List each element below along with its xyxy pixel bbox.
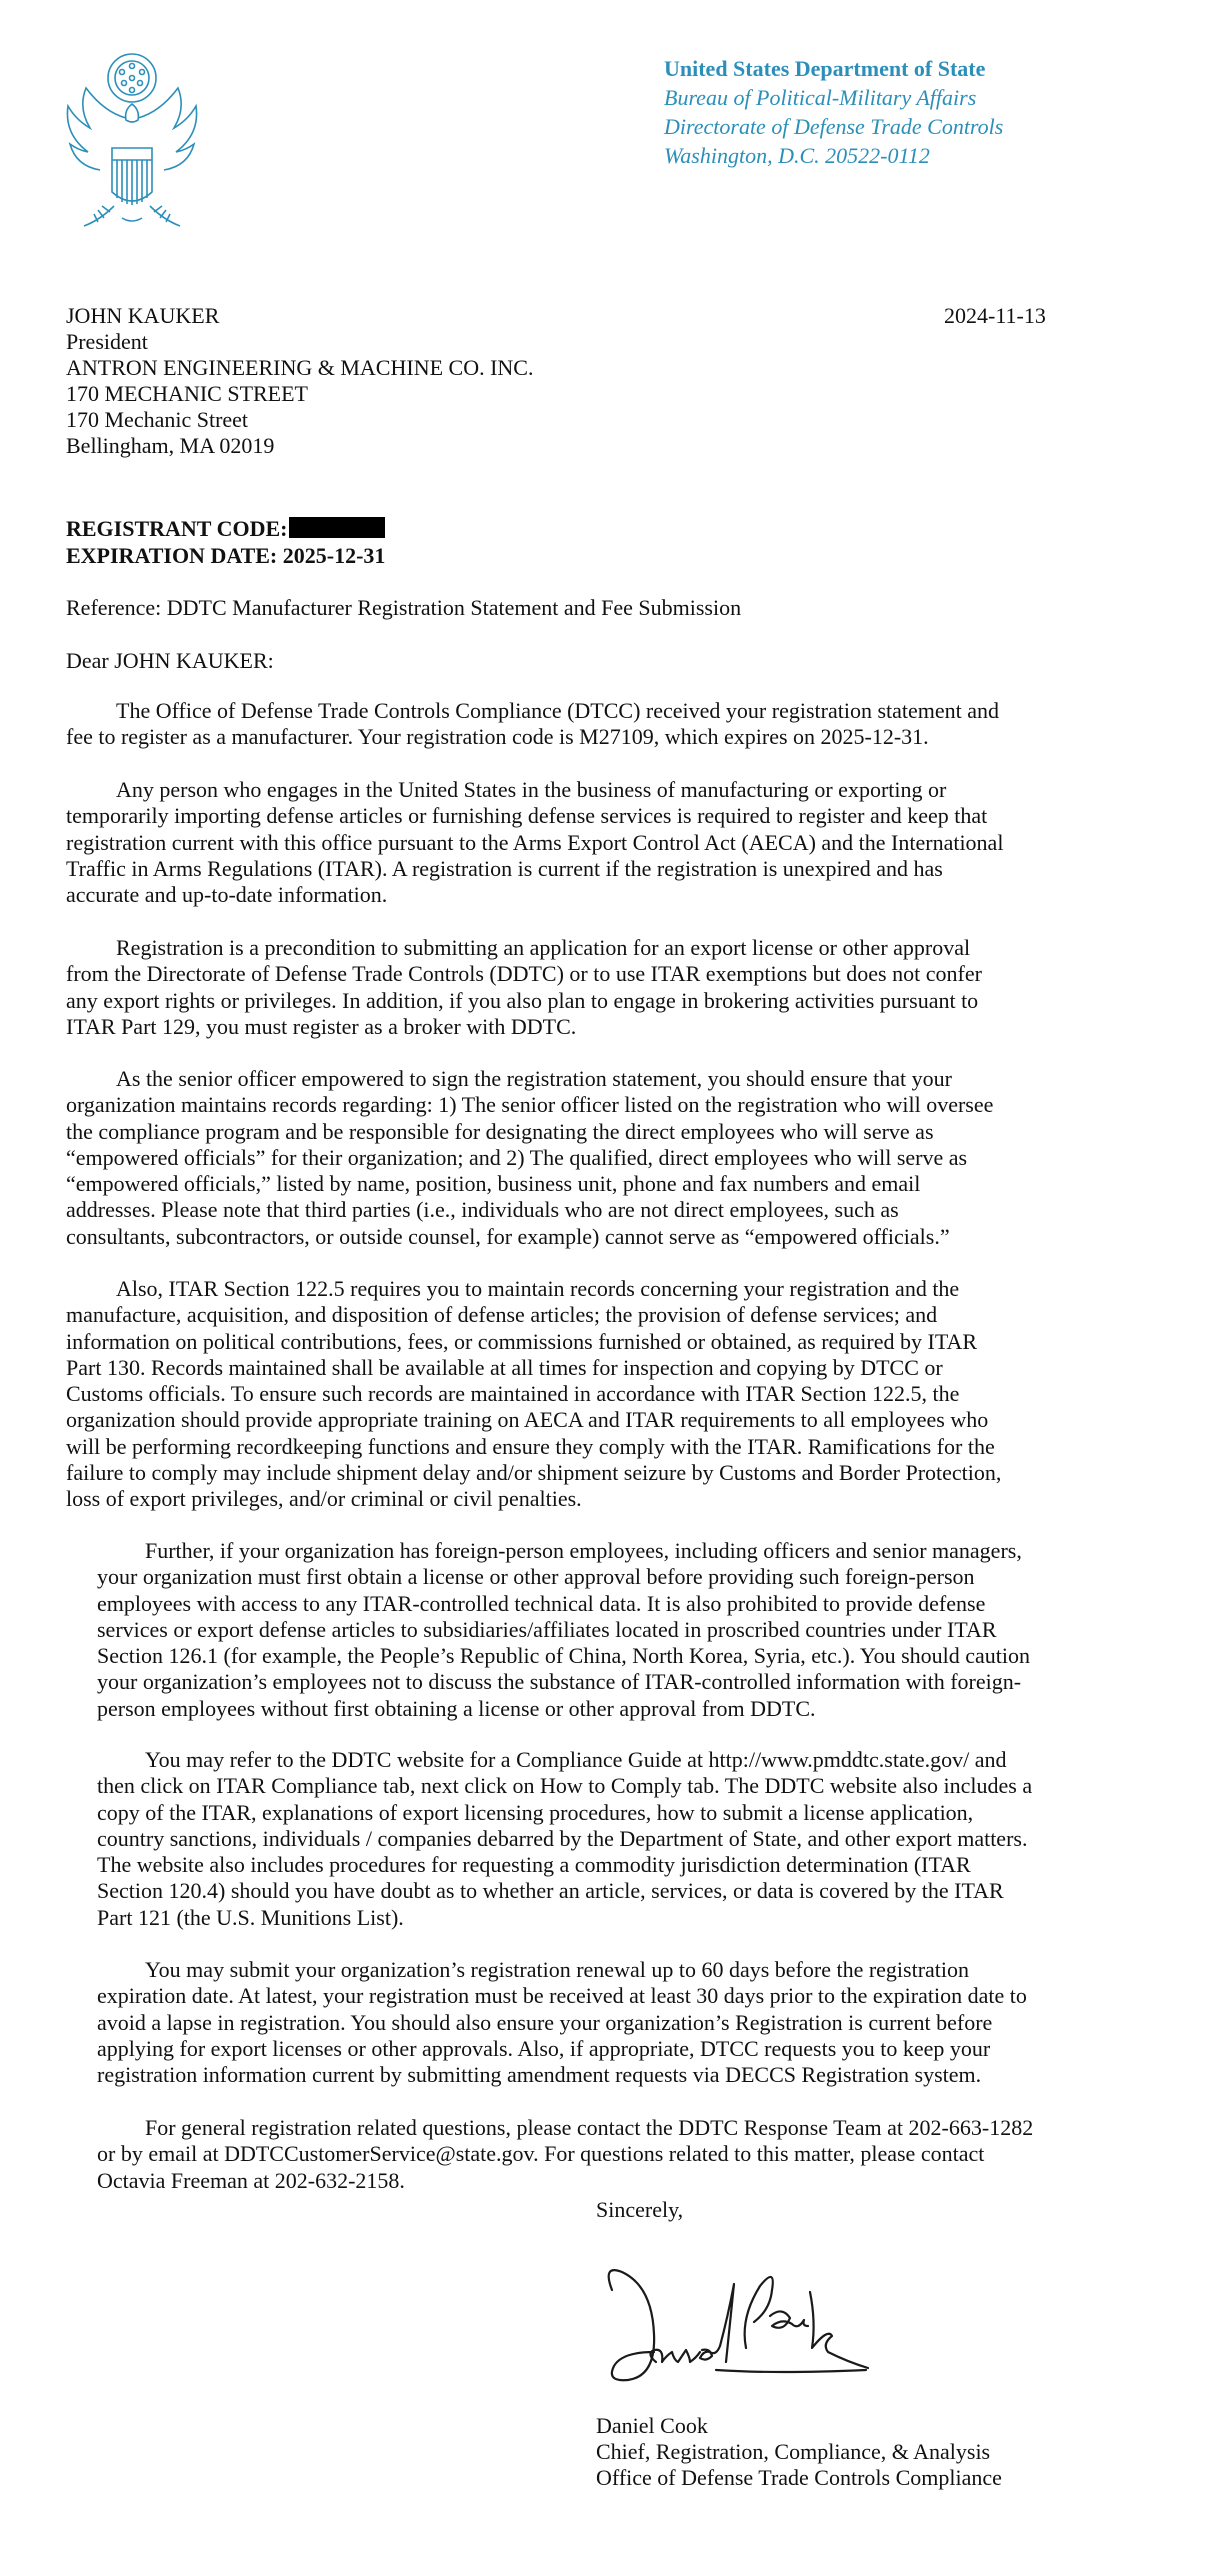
state-department-seal-icon [62, 48, 202, 254]
paragraph-line: Octavia Freeman at 202-632-2158. [97, 2167, 405, 2193]
paragraph-line: The website also includes procedures for requesting a commodity jurisdiction determination (ITAR [97, 1852, 971, 1878]
paragraph-line: organization maintains records regarding: 1) The senior officer listed on the registration who will oversee [66, 1092, 994, 1118]
paragraph-line: “empowered officials” for their organization; and 2) The qualified, direct employees who will serve as [66, 1144, 968, 1170]
recipient-title: President [66, 329, 148, 354]
signature-block [596, 2413, 1002, 2491]
letter-date: 2024-11-13 [944, 303, 1046, 328]
paragraph-line: As the senior officer empowered to sign the registration statement, you should ensure that your [116, 1066, 952, 1091]
closing: Sincerely, [596, 2197, 684, 2222]
directorate-name: Directorate of Defense Trade Controls [664, 114, 1004, 139]
signer-name: Daniel Cook [596, 2413, 708, 2438]
paragraph-line: You may submit your organization’s registration renewal up to 60 days before the registration [145, 1957, 970, 1982]
registrant-code-label: REGISTRANT CODE: [66, 516, 288, 541]
paragraph-line: organization should provide appropriate training on AECA and ITAR requirements to all employees who [66, 1407, 989, 1433]
paragraph-line: loss of export privileges, and/or criminal or civil penalties. [66, 1486, 582, 1512]
letterhead [664, 54, 1003, 170]
recipient-company: ANTRON ENGINEERING & MACHINE CO. INC. [66, 355, 534, 380]
paragraph-line: Part 130. Records maintained shall be available at all times for inspection and copying by DTCC or [66, 1354, 943, 1380]
paragraph-line: Customs officials. To ensure such records are maintained in accordance with ITAR Section 122.5, the [66, 1381, 960, 1407]
paragraph-line: failure to comply may include shipment delay and/or shipment seizure by Customs and Border Protection, [66, 1460, 1002, 1486]
reference-line: Reference: DDTC Manufacturer Registration Statement and Fee Submission [66, 595, 742, 620]
signer-office: Office of Defense Trade Controls Compliance [596, 2465, 1002, 2490]
paragraph-line: Any person who engages in the United States in the business of manufacturing or exporting or [116, 777, 947, 802]
paragraph-line: country sanctions, individuals / companies debarred by the Department of State, and other export matters. [97, 1825, 1028, 1851]
recipient-city: Bellingham, MA 02019 [66, 433, 275, 458]
paragraph-line: You may refer to the DDTC website for a Compliance Guide at http://www.pmddtc.state.gov/ and [145, 1747, 1007, 1772]
paragraph-foreign-persons [97, 1538, 1030, 1722]
paragraph-line: applying for export licenses or other approvals. Also, if appropriate, DTCC requests you to keep your [97, 2035, 991, 2061]
paragraph-contact [97, 2115, 1033, 2194]
signer-title: Chief, Registration, Compliance, & Analysis [596, 2439, 991, 2464]
paragraph-line: Section 126.1 (for example, the People’s Republic of China, North Korea, Syria, etc.). You should caution [97, 1643, 1030, 1669]
paragraph-line: temporarily importing defense articles or furnishing defense services is required to register and keep that [66, 803, 988, 829]
paragraph-line: Section 120.4) should you have doubt as to whether an article, services, or data is covered by the ITAR [97, 1878, 1004, 1904]
paragraph-line: ITAR Part 129, you must register as a broker with DDTC. [66, 1013, 577, 1039]
paragraph-line: accurate and up-to-date information. [66, 882, 388, 908]
paragraph-line: avoid a lapse in registration. You should also ensure your organization’s Registration is current before [97, 2009, 993, 2035]
department-name: United States Department of State [664, 56, 986, 81]
paragraph-renewal [97, 1957, 1027, 2088]
paragraph-line: any export rights or privileges. In addition, if you also plan to engage in brokering activities pursuant to [66, 987, 979, 1013]
paragraph-line: addresses. Please note that third parties (i.e., individuals who are not direct employees, such as [66, 1197, 899, 1223]
paragraph-registration-received [66, 698, 999, 751]
recipient-street-1: 170 MECHANIC STREET [66, 381, 308, 406]
paragraph-line: information on political contributions, fees, or commissions furnished or obtained, as required by ITAR [66, 1328, 978, 1354]
paragraph-line: your organization must first obtain a license or other approval before providing such foreign-person [97, 1564, 975, 1590]
paragraph-line: Registration is a precondition to submitting an application for an export license or other approval [116, 935, 971, 960]
paragraph-line: “empowered officials,” listed by name, position, business unit, phone and fax numbers and email [66, 1171, 921, 1197]
recipient-name: JOHN KAUKER [66, 303, 220, 328]
paragraph-line: copy of the ITAR, explanations of export licensing procedures, how to submit a license application, [97, 1799, 974, 1825]
bureau-name: Bureau of Political-Military Affairs [664, 85, 977, 110]
paragraph-line: employees with access to any ITAR-controlled technical data. It is also prohibited to provide defense [97, 1590, 986, 1616]
paragraph-line: Part 121 (the U.S. Munitions List). [97, 1904, 404, 1930]
paragraph-line: or by email at DDTCCustomerService@state.gov. For questions related to this matter, please contact [97, 2141, 985, 2167]
paragraph-line: the compliance program and be responsible for designating the direct employees who will serve as [66, 1118, 934, 1144]
redaction-box [289, 517, 385, 538]
paragraph-line: For general registration related questions, please contact the DDTC Response Team at 202-663-1282 [145, 2115, 1034, 2140]
paragraph-line: person employees without first obtaining a license or other approval from DDTC. [97, 1695, 816, 1721]
paragraph-line: registration information current by submitting amendment requests via DECCS Registration system. [97, 2062, 982, 2088]
paragraph-recordkeeping [66, 1276, 1001, 1513]
paragraph-line: fee to register as a manufacturer. Your registration code is M27109, which expires on 2025-12-31. [66, 724, 929, 750]
paragraph-line: The Office of Defense Trade Controls Compliance (DTCC) received your registration statement and [116, 698, 1000, 723]
paragraph-line: Further, if your organization has foreign-person employees, including officers and senior managers, [145, 1538, 1022, 1563]
recipient-address [66, 303, 533, 459]
paragraph-line: manufacture, acquisition, and disposition of defense articles; the provision of defense services; and [66, 1302, 938, 1328]
handwritten-signature [596, 2258, 886, 2398]
paragraph-line: your organization’s employees not to discuss the substance of ITAR-controlled information with foreign- [97, 1669, 1022, 1695]
paragraph-line: then click on ITAR Compliance tab, next click on How to Comply tab. The DDTC website also includes a [97, 1773, 1033, 1799]
paragraph-precondition [66, 935, 982, 1040]
paragraph-line: services or export defense articles to subsidiaries/affiliates located in proscribed countries under ITAR [97, 1616, 997, 1642]
paragraph-line: registration current with this office pursuant to the Arms Export Control Act (AECA) and the International [66, 829, 1004, 855]
registrant-info [66, 515, 385, 569]
paragraph-line: expiration date. At latest, your registration must be received at least 30 days prior to the expiration date to [97, 1983, 1027, 2009]
office-city: Washington, D.C. 20522-0112 [664, 143, 930, 168]
paragraph-line: Traffic in Arms Regulations (ITAR). A registration is current if the registration is unexpired and has [66, 855, 943, 881]
expiration-date: EXPIRATION DATE: 2025-12-31 [66, 543, 386, 568]
paragraph-registration-requirement [66, 777, 1003, 908]
paragraph-empowered-officials [66, 1066, 993, 1250]
paragraph-line: consultants, subcontractors, or outside counsel, for example) cannot serve as “empowered officials.” [66, 1223, 950, 1249]
paragraph-line: Also, ITAR Section 122.5 requires you to maintain records concerning your registration and the [116, 1276, 960, 1301]
paragraph-line: will be performing recordkeeping functions and ensure they comply with the ITAR. Ramifications for the [66, 1433, 995, 1459]
recipient-street-2: 170 Mechanic Street [66, 407, 249, 432]
paragraph-line: from the Directorate of Defense Trade Controls (DDTC) or to use ITAR exemptions but does not confer [66, 961, 982, 987]
salutation: Dear JOHN KAUKER: [66, 648, 274, 673]
paragraph-ddtc-website [97, 1747, 1032, 1931]
